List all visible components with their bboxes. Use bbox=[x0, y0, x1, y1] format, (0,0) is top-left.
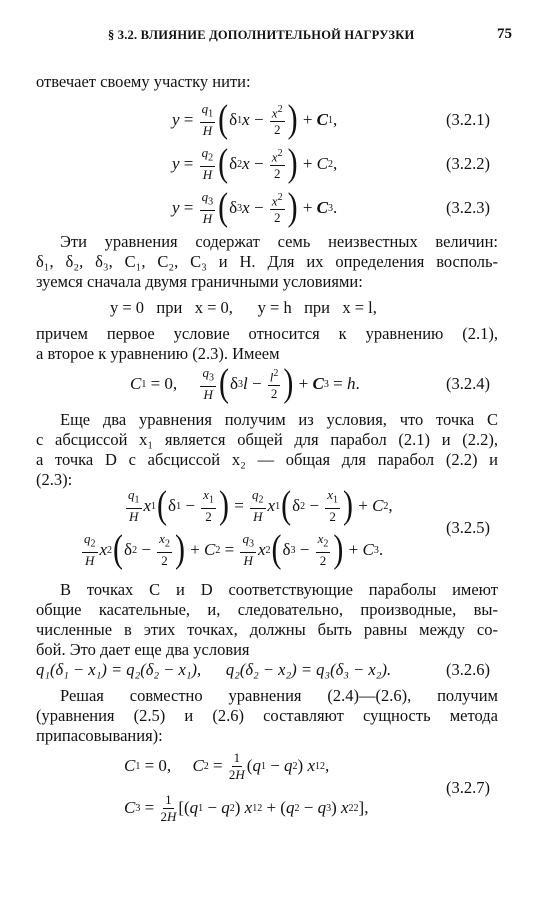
paragraph-line: Эти уравнения содержат семь неизвестных величин: bbox=[60, 232, 498, 251]
equation-number: (3.2.4) bbox=[446, 374, 490, 393]
paragraph-line: причем первое условие относится к уравнению (2.1), bbox=[36, 324, 498, 343]
equation-3-2-1: y = $\frac{q_1}{H}$ ( δ 1 x − $\frac{x^2}{2}$ ) + C 1 , bbox=[172, 97, 338, 141]
equation-3-2-5-line-2: $\frac{q_2}{H}$ x 2 ( δ 2 − $\frac{x_2}{2}$ ) + C 2 = $\frac{q_3}{H}$ x 2 ( δ 3 − $\frac{x_2}{2}$ ) + C 3 . bbox=[84, 527, 384, 571]
equation-3-2-5-line-1: $\frac{q_1}{H}$ x 1 ( δ 1 − $\frac{x_1}{2}$ ) = $\frac{q_2}{H}$ x 1 ( δ 2 − $\frac{x_1}{2}$ ) + C 2 , bbox=[128, 483, 393, 527]
equation-number: (3.2.1) bbox=[446, 110, 490, 129]
equation-number: (3.2.5) bbox=[446, 518, 490, 537]
paragraph-line: (уравнения (2.5) и (2.6) составляют сущность метода bbox=[36, 706, 498, 725]
paragraph-line: (2.3): bbox=[36, 470, 73, 489]
equation-number: (3.2.7) bbox=[446, 778, 490, 797]
section-title: § 3.2. ВЛИЯНИЕ ДОПОЛНИТЕЛЬНОЙ НАГРУЗКИ bbox=[108, 28, 415, 42]
paragraph-line: зуемся сначала двумя граничными условиями: bbox=[36, 272, 363, 291]
paragraph-line: а точка D с абсциссой x₂ — общая для парабол (2.2) и bbox=[36, 450, 498, 469]
paragraph-line: припасовывания): bbox=[36, 726, 163, 745]
boundary-conditions: y = 0 при x = 0, y = h при x = l, bbox=[110, 298, 377, 317]
paragraph-line: а второе к уравнению (2.3). Имеем bbox=[36, 344, 280, 363]
equation-3-2-7-line-1: C 1 = 0, C 2 = $\frac{1}{2H}$ ( q 1 − q 2 ) x 1 2 , bbox=[124, 749, 330, 782]
equation-number: (3.2.3) bbox=[446, 198, 490, 217]
paragraph-line: Еще два уравнения получим из условия, что точка C bbox=[60, 410, 498, 429]
equation-number: (3.2.2) bbox=[446, 154, 490, 173]
paragraph-line: с абсциссой x₁ является общей для парабол (2.1) и (2.2), bbox=[36, 430, 498, 449]
paragraph-line: численные в этих точках, должны быть равны между со- bbox=[36, 620, 498, 639]
running-header bbox=[0, 24, 534, 50]
paragraph-line: δ₁, δ₂, δ₃, C₁, C₂, C₃ и H. Для их определения восполь- bbox=[36, 252, 498, 271]
equation-3-2-7-line-2: C 3 = $\frac{1}{2H}$ [( q 1 − q 2 ) x 1 2 + ( q 2 − q 3 ) x 2 2 ], bbox=[124, 791, 369, 824]
paragraph-line: отвечает своему участку нити: bbox=[36, 72, 251, 91]
paragraph-line: бой. Это дает еще два условия bbox=[36, 640, 250, 659]
paragraph-line: Решая совместно уравнения (2.4)—(2.6), получим bbox=[60, 686, 498, 705]
equation-3-2-2: y = $\frac{q_2}{H}$ ( δ 2 x − $\frac{x^2}{2}$ ) + C 2 , bbox=[172, 141, 338, 185]
equation-3-2-4: C 1 = 0, $\frac{q_3}{H}$ ( δ 3 l − $\frac{l^2}{2}$ ) + C 3 = h . bbox=[130, 361, 360, 405]
paragraph-line: общие касательные, и, следовательно, производные, вы- bbox=[36, 600, 498, 619]
equation-number: (3.2.6) bbox=[446, 660, 490, 679]
paragraph-line: В точках C и D соответствующие параболы имеют bbox=[60, 580, 498, 599]
equation-3-2-3: y = $\frac{q_3}{H}$ ( δ 3 x − $\frac{x^2}{2}$ ) + C 3 . bbox=[172, 185, 338, 229]
equation-3-2-6: q₁(δ₁ − x₁) = q₂(δ₂ − x₁), q₂(δ₂ − x₂) = q₃(δ₃ − x₂). bbox=[36, 660, 392, 679]
page-number: 75 bbox=[497, 26, 512, 42]
